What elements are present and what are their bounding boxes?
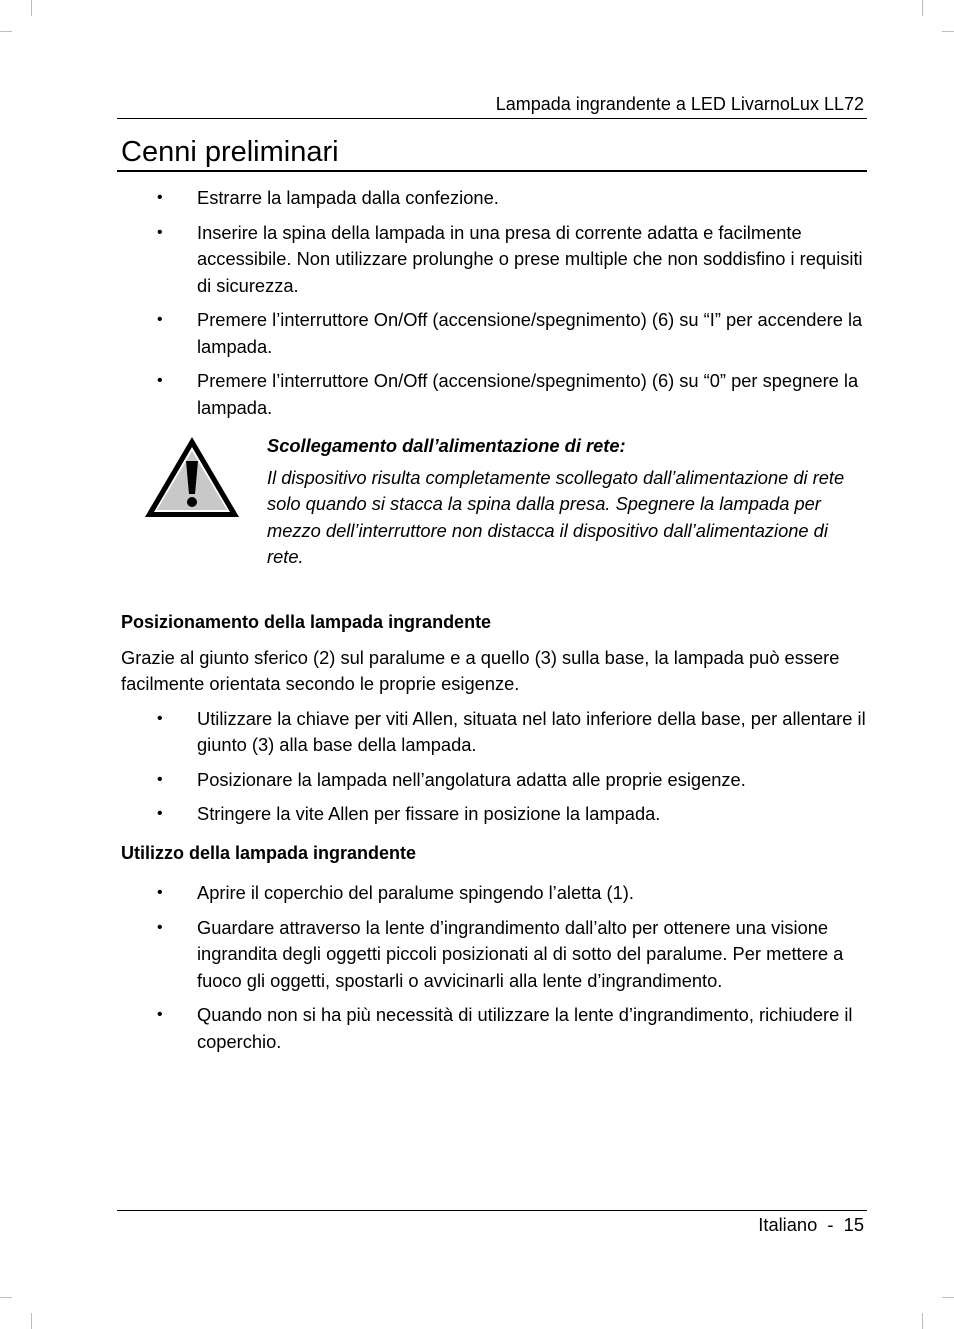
crop-mark [0, 1297, 12, 1298]
list-item: • Premere l’interruttore On/Off (accensione/spegnimento) (6) su “I” per accendere la lampada. [121, 307, 867, 360]
usage-list [121, 880, 867, 1055]
positioning-list [121, 706, 867, 828]
footer-rule [117, 1210, 867, 1211]
list-item: • Posizionare la lampada nell’angolatura adatta alle proprie esigenze. [121, 767, 867, 794]
intro-list [121, 185, 867, 421]
section-heading-usage: Utilizzo della lampada ingrandente [121, 842, 417, 863]
list-item: • Guardare attraverso la lente d’ingrandimento dall’alto per ottenere una visione ingrandita degli oggetti piccoli posizionati al di sotto del paralume. Per mettere a fuoco gli oggetti, spostarli o avvicinarli alla lente d’ingrandimento. [121, 915, 867, 995]
crop-mark [922, 0, 923, 16]
list-item: • Quando non si ha più necessità di utilizzare la lente d’ingrandimento, richiudere il coperchio. [121, 1002, 867, 1055]
crop-mark [31, 1313, 32, 1329]
list-item: • Stringere la vite Allen per fissare in posizione la lampada. [121, 801, 867, 828]
title-rule [117, 170, 867, 172]
list-item: • Estrarre la lampada dalla confezione. [121, 185, 867, 212]
page-title: Cenni preliminari [121, 136, 339, 168]
running-header: Lampada ingrandente a LED LivarnoLux LL72 [495, 94, 864, 114]
list-item: • Aprire il coperchio del paralume spingendo l’aletta (1). [121, 880, 867, 907]
positioning-paragraph: Grazie al giunto sferico (2) sul paralume e a quello (3) sulla base, la lampada può essere facilmente orientata secondo le proprie esigenze. [121, 646, 840, 694]
crop-mark [31, 0, 32, 16]
section-heading-positioning: Posizionamento della lampada ingrandente [121, 612, 492, 632]
crop-mark [922, 1313, 923, 1329]
list-item: • Inserire la spina della lampada in una presa di corrente adatta e facilmente accessibile. Non utilizzare prolunghe o prese multiple che non soddisfino i requisiti di sicurezza. [121, 220, 867, 300]
main-content [121, 185, 867, 1063]
warning-title: Scollegamento dall’alimentazione di rete: [267, 435, 626, 456]
header-rule [117, 118, 867, 119]
crop-mark [0, 31, 12, 32]
crop-mark [942, 31, 954, 32]
warning-triangle-icon [141, 433, 243, 523]
warning-body [267, 433, 867, 571]
warning-text: Il dispositivo risulta completamente scollegato dall’alimentazione di rete solo quando si stacca la spina dalla presa. Spegnere la lampada per mezzo dell’interruttore non distacca il dispositivo dall’alimentazione di rete. [267, 466, 845, 567]
list-item: • Utilizzare la chiave per viti Allen, situata nel lato inferiore della base, per allentare il giunto (3) alla base della lampada. [121, 706, 867, 759]
list-item: • Premere l’interruttore On/Off (accensione/spegnimento) (6) su “0” per spegnere la lampada. [121, 368, 867, 421]
crop-mark [942, 1297, 954, 1298]
page-number: Italiano - 15 [758, 1214, 864, 1235]
warning-box [121, 433, 867, 593]
